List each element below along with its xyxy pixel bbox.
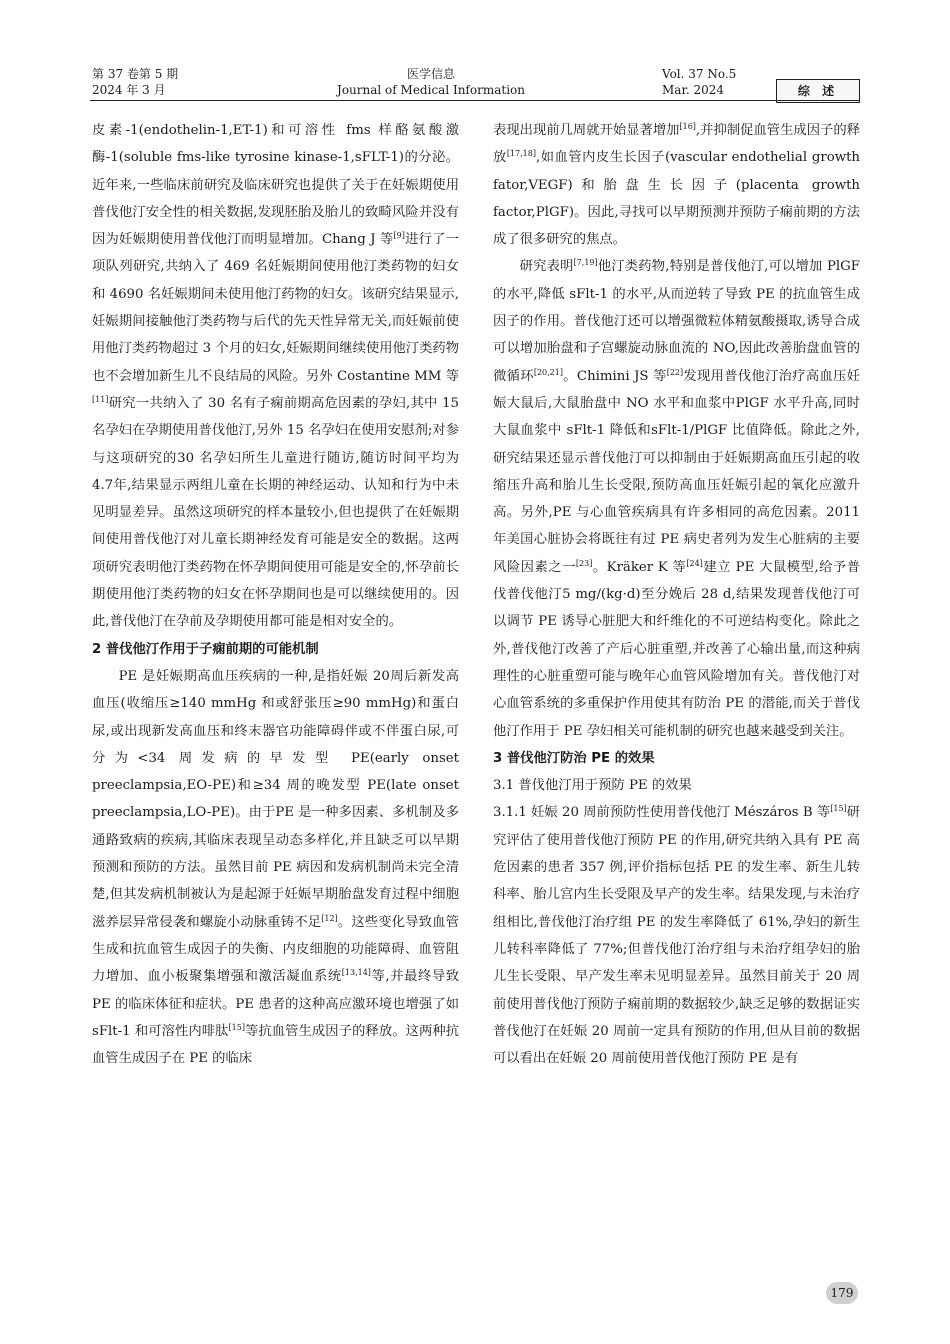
citation: [17,18] xyxy=(506,149,536,159)
citation: [12] xyxy=(321,913,338,923)
volume-issue: 第 37 卷第 5 期 xyxy=(92,67,179,81)
journal-title-en: Journal of Medical Information xyxy=(337,83,525,97)
volume-issue-en: Vol. 37 No.5 xyxy=(662,67,737,81)
section-tab: 综 述 xyxy=(776,79,860,103)
citation: [11] xyxy=(92,394,109,404)
citation: [15] xyxy=(228,1022,245,1032)
paragraph: PE 是妊娠期高血压疾病的一种,是指妊娠 20周后新发高血压(收缩压≥140 mmHg 和或舒张压≥90 mmHg)和蛋白尿,或出现新发高血压和终末器官功能障碍伴或不伴蛋白尿,可分为<34 周发病的早发型 PE(early onset preeclampsia,EO-PE)和≥34 周的晚发型 PE(late onset preeclampsia,LO-PE)。由于PE 是一种多因素、多机制及多通路致病的疾病,其临床表现呈动态多样化,并且缺乏可以早期预测和预防的方法。虽然目前 PE 病因和发病机制尚未完全清楚,但其发病机制被认为是起源于妊娠早期胎盘发育过程中细胞滋养层异常侵袭和螺旋小动脉重铸不足[12]。这些变化导致血管生成和抗血管生成因子的失衡、内皮细胞的功能障碍、血管阻力增加、血小板聚集增强和激活凝血系统[13,14]等,并最终导致PE 的临床体征和症状。PE 患者的这种高应激环境也增强了如 sFlt-1 和可溶性内啡肽[15]等抗血管生成因子的释放。这两种抗血管生成因子在 PE 的临床 xyxy=(92,668,460,1067)
issue-date-en: Mar. 2024 xyxy=(662,83,725,97)
journal-title xyxy=(300,66,562,98)
journal-title-cn: 医学信息 xyxy=(406,67,455,81)
citation: [15] xyxy=(830,804,847,814)
paragraph: 研究表明[7,19]他汀类药物,特别是普伐他汀,可以增加 PlGF 的水平,降低 sFlt-1 的水平,从而逆转了导致 PE 的抗血管生成因子的作用。普伐他汀还可以增强微粒体精氨酸摄取,诱导合成可以增加胎盘和子宫螺旋动脉血流的 NO,因此改善胎盘血管的微循环[20,21]。Chimini JS 等[22]发现用普伐他汀治疗高血压妊娠大鼠后,大鼠胎盘中 NO 水平和血浆中PlGF 水平升高,同时大鼠血浆中 sFlt-1 降低和sFlt-1/PlGF 比值降低。除此之外,研究结果还显示普伐他汀可以抑制由于妊娠期高血压引起的收缩压升高和胎儿生长受限,预防高血压妊娠引起的氧化应激升高。另外,PE 与心血管疾病具有许多相同的高危因素。2011 年美国心脏协会将既往有过 PE 病史者列为发生心脏病的主要风险因素之一[23]。Kräker K 等[24]建立 PE 大鼠模型,给予普伐普伐他汀5 mg/(kg·d)至分娩后 28 d,结果发现普伐他汀可以调节 PE 诱导心脏肥大和纤维化的不可逆结构变化。除此之外,普伐他汀改善了产后心脏重塑,并改善了心输出量,而这种病理性的心脏重塑可能与晚年心血管风险增加有关。普伐他汀对心血管系统的多重保护作用使其有防治 PE 的潜能,而关于普伐他汀作用于 PE 孕妇相关可能机制的研究也越来越受到关注。 xyxy=(493,258,861,739)
citation: [13,14] xyxy=(341,968,371,978)
citation: [22] xyxy=(666,367,684,377)
citation: [7,19] xyxy=(573,258,598,268)
page-number: 179 xyxy=(826,1282,858,1304)
subsection-heading: 3.1 普伐他汀用于预防 PE 的效果 xyxy=(493,778,692,794)
citation: [16] xyxy=(679,122,696,131)
header-divider xyxy=(90,100,860,101)
paragraph: 表现出现前几周就开始显著增加[16],并抑制促血管生成因子的释放[17,18],如血管内皮生长因子(vascular endothelial growth fator,VEGF)和胎盘生长因子(placenta growth factor,PlGF)。因此,寻找可以早期预测并预防子痫前期的方法成了很多研究的焦点。 xyxy=(493,122,860,248)
citation: [9] xyxy=(393,231,405,241)
paragraph: 皮素-1(endothelin-1,ET-1)和可溶性 fms 样酪氨酸激酶-1(soluble fms-like tyrosine kinase-1,sFLT-1)的分泌。近年来,一些临床前研究及临床研究也提供了关于在妊娠期使用普伐他汀安全性的相关数据,发现胚胎及胎儿的致畸风险并没有因为妊娠期使用普伐他汀而明显增加。Chang J 等[9]进行了一项队列研究,共纳入了 469 名妊娠期间使用他汀类药物的妇女和 4690 名妊娠期间未使用他汀药物的妇女。该研究结果显示,妊娠期间接触他汀类药物与后代的先天性异常无关,而妊娠前使用他汀类药物超过 3 个月的妇女,妊娠期间继续使用他汀类药物也不会增加新生儿不良结局的风险。另外 Costantine MM 等[11]研究一共纳入了 30 名有子痫前期高危因素的孕妇,其中 15 名孕妇在孕期使用普伐他汀,另外 15 名孕妇在使用安慰剂;对参与这项研究的30 名孕妇所生儿童进行随访,随访时间平均为 4.7年,结果显示两组儿童在长期的神经运动、认知和行为中未见明显差异。虽然这项研究的样本量较小,但也提供了在妊娠期间使用普伐他汀对儿童长期神经发育可能是安全的数据。这两项研究表明他汀类药物在怀孕期间使用可能是安全的,怀孕前长期使用他汀类药物的妇女在怀孕期间也是可以继续使用的。因此,普伐他汀在孕前及孕期使用都可能是相对安全的。 xyxy=(92,123,459,630)
section-heading: 3 普伐他汀防治 PE 的效果 xyxy=(493,750,655,766)
citation: [20,21] xyxy=(533,367,563,377)
citation: [24] xyxy=(686,558,703,568)
issue-date: 2024 年 3 月 xyxy=(92,83,166,97)
right-column xyxy=(493,117,860,1072)
left-column xyxy=(92,117,459,1072)
citation: [23] xyxy=(575,558,593,568)
journal-volume xyxy=(92,66,178,98)
journal-volume-en xyxy=(662,66,736,98)
paragraph: 3.1.1 妊娠 20 周前预防性使用普伐他汀 Mészáros B 等[15]研究评估了使用普伐他汀预防 PE 的作用,研究共纳入具有 PE 高危因素的患者 357 例,评价指标包括 PE 的发生率、新生儿转科率、胎儿宫内生长受限及早产的发生率。结果发现,与未治疗组相比,普伐他汀治疗组 PE 的发生率降低了 61%,孕妇的新生儿转科率降低了 77%;但普伐他汀治疗组与未治疗组孕妇的胎儿生长受限、早产发生率未见明显差异。虽然目前关于 20 周前使用普伐他汀预防子痫前期的数据较少,缺乏足够的数据证实普伐他汀在妊娠 20 周前一定具有预防的作用,但从目前的数据可以看出在妊娠 20 周前使用普伐他汀预防 PE 是有 xyxy=(493,804,861,1067)
section-heading: 2 普伐他汀作用于子痫前期的可能机制 xyxy=(92,641,319,657)
